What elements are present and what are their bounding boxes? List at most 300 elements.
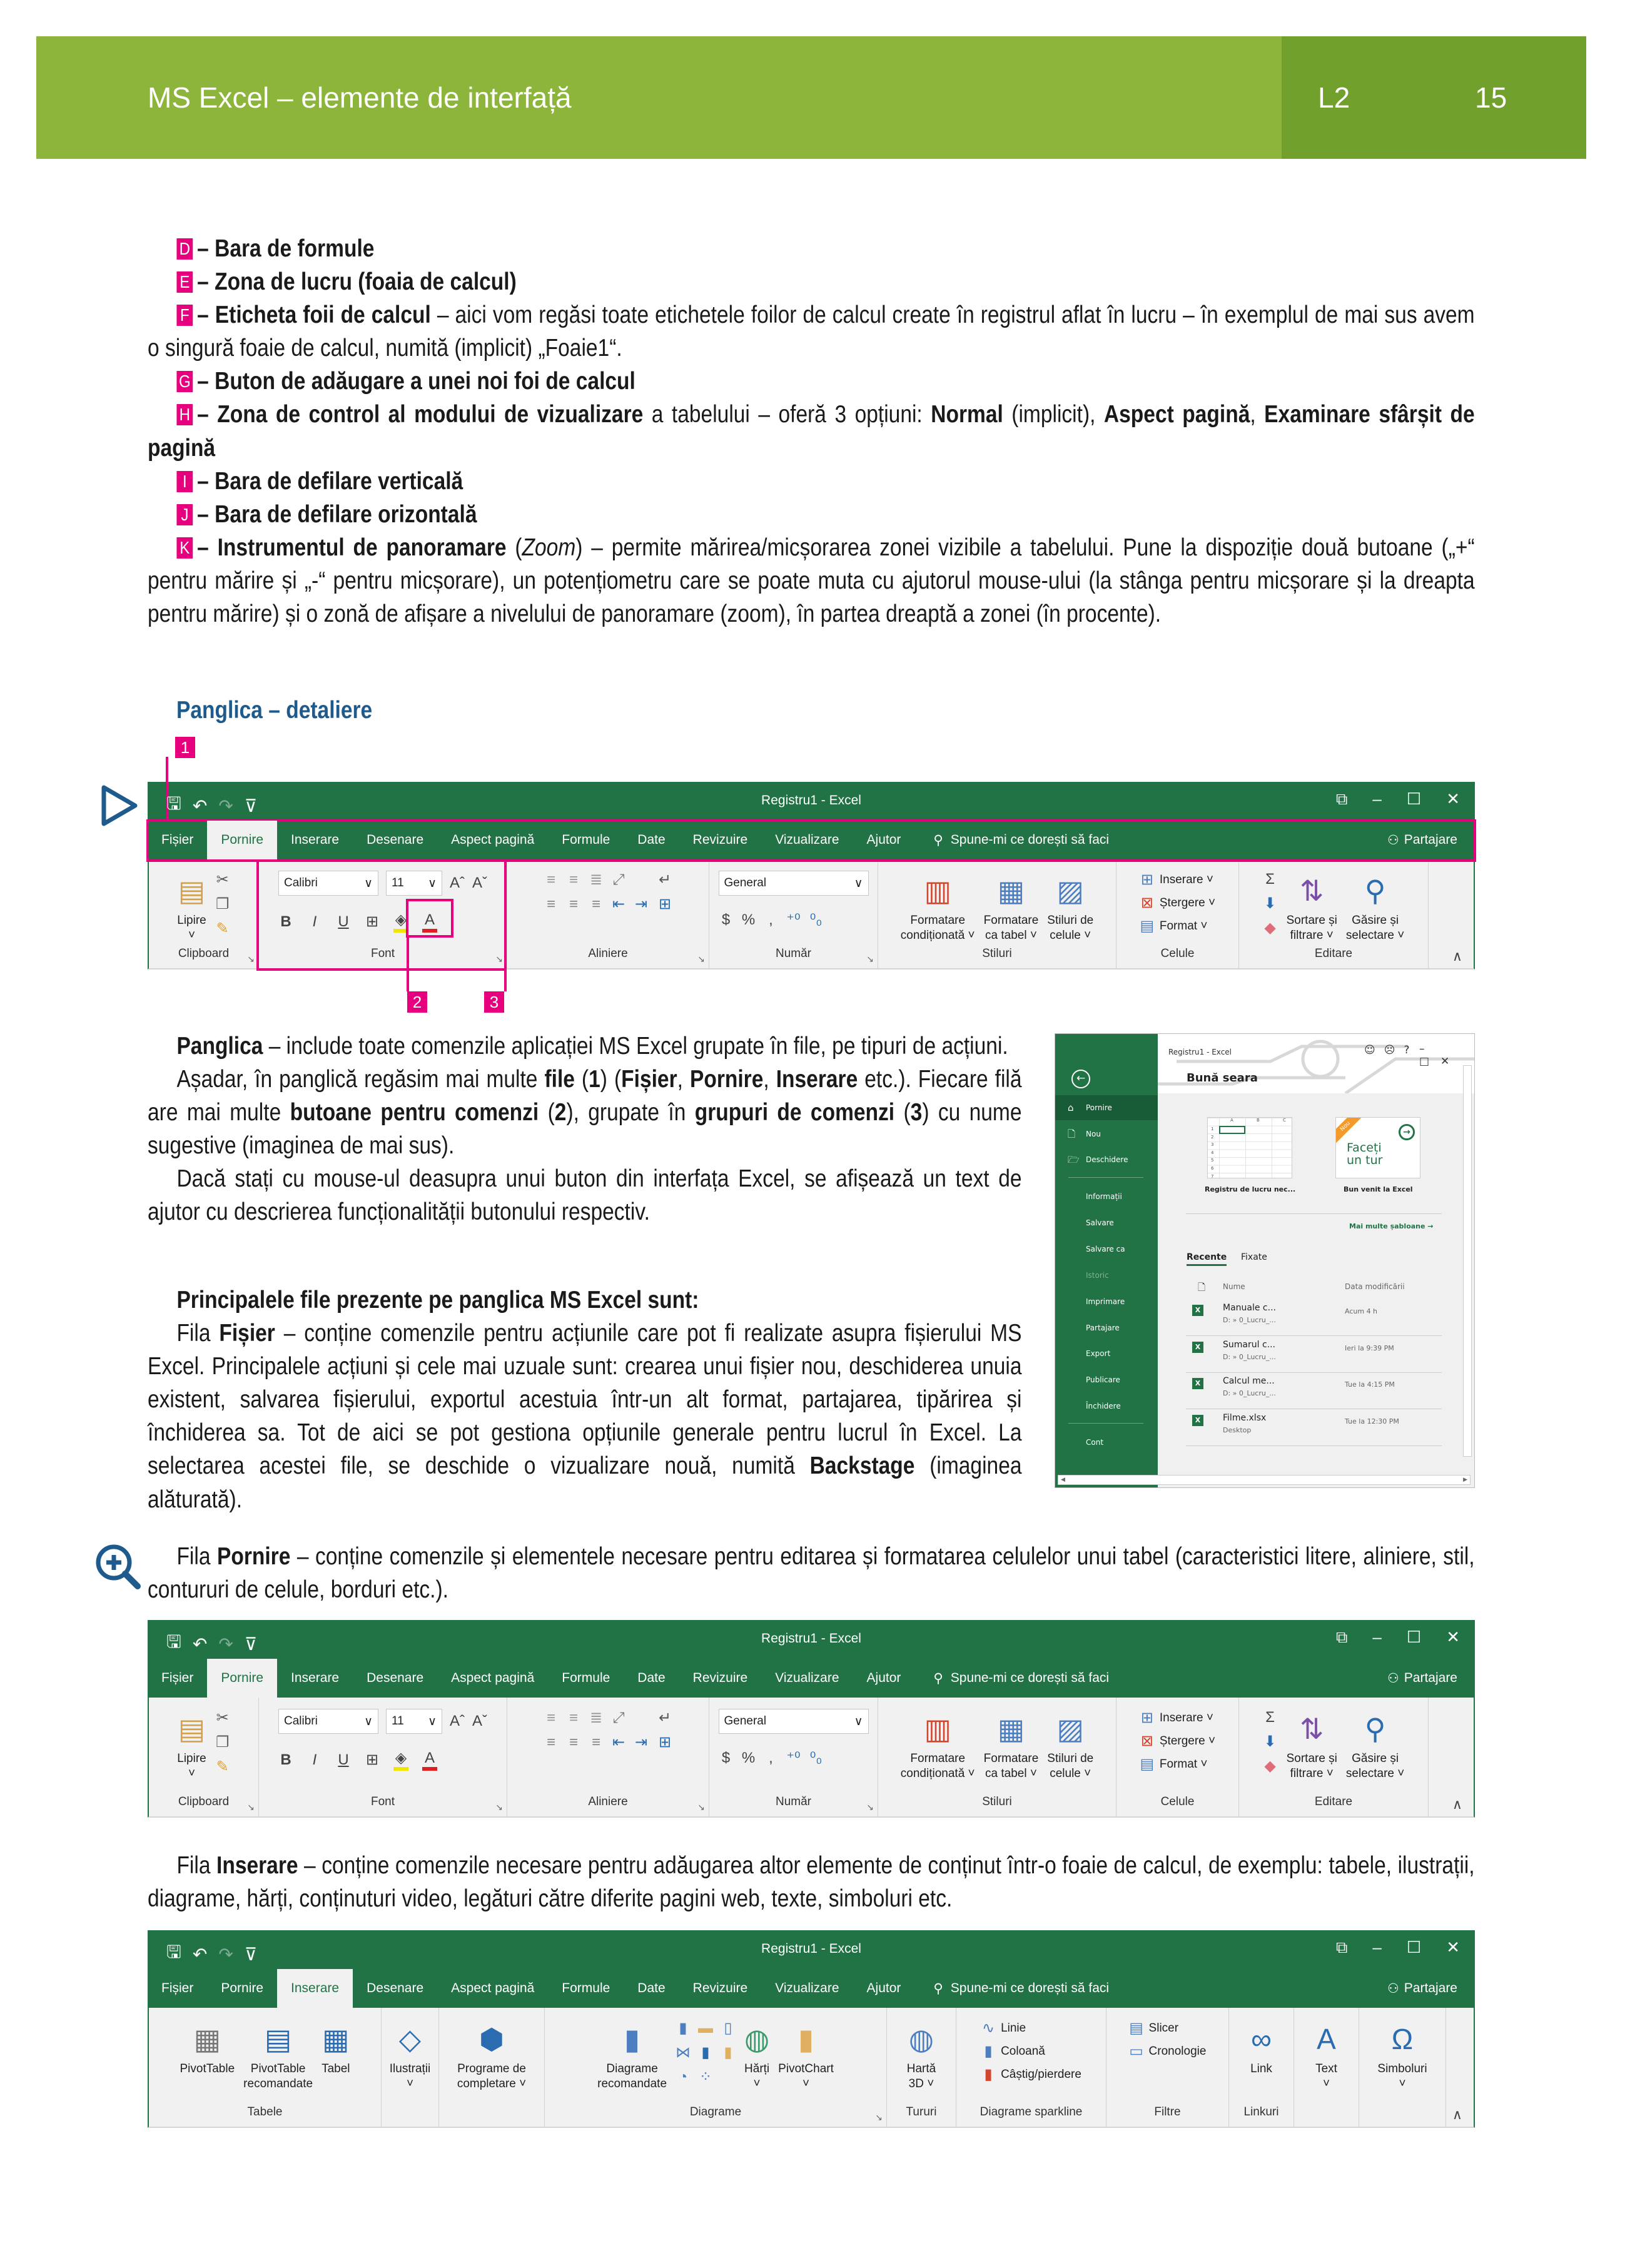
underline-icon[interactable]: U: [338, 913, 349, 930]
backstage-menu-item-informaii[interactable]: [1055, 1184, 1158, 1209]
number-format-select[interactable]: [719, 871, 869, 896]
paragraph: [148, 1849, 1475, 1915]
tab-formule[interactable]: Formule: [562, 1671, 610, 1685]
waterfall-chart-icon[interactable]: ▯: [724, 2020, 732, 2037]
tab-desenare[interactable]: Desenare: [367, 1981, 424, 1995]
align-bottom-icon[interactable]: ≣: [589, 1709, 603, 1726]
ribbon-button[interactable]: [1346, 871, 1404, 943]
icon-row: [657, 1709, 672, 1727]
symbol-icon: Ω: [1391, 2023, 1414, 2055]
save-icon[interactable]: 🖫: [166, 1942, 181, 1962]
sort-filter-icon: ⇅: [1299, 1713, 1324, 1745]
maps-icon: ◍: [744, 2023, 770, 2055]
cut-icon[interactable]: ✂: [216, 871, 229, 888]
tab-pornire[interactable]: Pornire: [221, 1981, 264, 1995]
text-run: Inserare: [776, 1066, 858, 1093]
format-painter-icon[interactable]: ✎: [216, 1758, 229, 1775]
icon-row: [215, 1709, 230, 1727]
line-chart-icon[interactable]: ⋈: [676, 2044, 691, 2061]
excel-file-icon: X: [1192, 1305, 1203, 1316]
ribbon-button[interactable]: [984, 871, 1039, 943]
ribbon-button[interactable]: [243, 2019, 313, 2092]
recent-file-row[interactable]: [1186, 1337, 1442, 1373]
tab-ajutor[interactable]: Ajutor: [866, 1671, 901, 1685]
ribbon-button[interactable]: [1140, 1732, 1215, 1750]
tab-fiier[interactable]: Fișier: [161, 1981, 194, 1995]
increase-indent-icon[interactable]: ⇥: [634, 896, 648, 913]
tab-formule[interactable]: Formule: [562, 1981, 610, 1995]
borders-icon[interactable]: ⊞: [365, 913, 379, 930]
tab-recent[interactable]: Recente: [1187, 1252, 1227, 1266]
button-label: PivotTable: [180, 2062, 235, 2075]
horizontal-scrollbar[interactable]: [1058, 1475, 1471, 1485]
delete-cells-icon: ⊠: [1140, 1733, 1153, 1749]
increase-decimal-icon[interactable]: ⁺⁰: [786, 911, 801, 928]
ribbon-button[interactable]: [981, 2042, 1081, 2060]
save-icon[interactable]: 🖫: [166, 1632, 181, 1651]
scatter-chart-icon[interactable]: ⁘: [699, 2068, 712, 2085]
button-label: Ștergere ˅: [1159, 896, 1216, 909]
back-icon[interactable]: ←: [1071, 1070, 1090, 1088]
italic-icon[interactable]: I: [312, 913, 317, 930]
align-top-icon[interactable]: ≡: [546, 871, 555, 888]
ribbon-button[interactable]: [1250, 2019, 1272, 2077]
decrease-font-icon[interactable]: Aˇ: [472, 1713, 487, 1729]
number-format-select[interactable]: [719, 1709, 869, 1734]
font-name-value: Calibri: [284, 876, 318, 889]
customize-toolbar-icon[interactable]: ⊽: [244, 796, 258, 816]
font-name-select[interactable]: [278, 1709, 378, 1734]
redo-icon[interactable]: ↷: [218, 796, 233, 816]
fill-color-icon[interactable]: ◈: [393, 1749, 408, 1771]
excel-file-icon: X: [1192, 1378, 1203, 1389]
ribbon-button[interactable]: [1140, 1709, 1215, 1727]
cut-icon[interactable]: ✂: [216, 1709, 229, 1726]
button-label: Inserare ˅: [1159, 1711, 1213, 1724]
decrease-decimal-icon[interactable]: ⁰₀: [809, 911, 823, 928]
undo-icon[interactable]: ↶: [192, 796, 208, 816]
tab-inserare[interactable]: Inserare: [291, 833, 340, 847]
legend-item: [148, 531, 1475, 630]
vertical-scrollbar[interactable]: [1463, 1065, 1472, 1457]
icon-row: [544, 895, 649, 913]
align-left-icon[interactable]: ≡: [546, 1733, 555, 1751]
redo-icon[interactable]: ↷: [218, 1634, 233, 1654]
backstage-menu-item-pornire[interactable]: [1055, 1095, 1158, 1120]
ribbon-button[interactable]: [907, 2019, 936, 2092]
chevron-down-icon: ∨: [364, 1714, 373, 1728]
tab-fiier[interactable]: Fișier: [161, 1671, 194, 1685]
align-right-icon[interactable]: ≡: [591, 1733, 600, 1751]
align-center-icon[interactable]: ≡: [569, 1733, 578, 1751]
autosum-icon[interactable]: Σ: [1265, 871, 1275, 888]
scroll-left-icon[interactable]: ◀: [1061, 1477, 1065, 1483]
icon-row: [215, 1733, 230, 1751]
ribbon-button[interactable]: [1140, 1755, 1215, 1773]
find-select-icon: ⚲: [1364, 874, 1386, 907]
backstage-menu-item-istoric[interactable]: [1055, 1263, 1158, 1288]
tell-me-search[interactable]: [914, 1659, 1109, 1698]
text-run: ), grupate în: [566, 1099, 695, 1126]
row-header: 5: [1211, 1158, 1214, 1163]
tab-desenare[interactable]: Desenare: [367, 833, 424, 847]
menu-label: Închidere: [1086, 1402, 1121, 1410]
ribbon-button[interactable]: [1287, 1709, 1337, 1781]
ribbon-button[interactable]: [901, 871, 975, 943]
timeline-icon: ▭: [1129, 2043, 1143, 2060]
button-label: Linie: [1001, 2021, 1026, 2035]
align-top-icon[interactable]: ≡: [546, 1709, 555, 1726]
page-header: [36, 36, 1586, 159]
tour-thumbnail[interactable]: [1335, 1117, 1420, 1178]
autosum-icon[interactable]: Σ: [1265, 1709, 1275, 1726]
button-label: Tabel: [321, 2062, 350, 2075]
dialog-launcher-icon[interactable]: ↘: [247, 1802, 255, 1812]
align-center-icon[interactable]: ≡: [569, 895, 578, 913]
merge-icon[interactable]: ⊞: [658, 896, 672, 913]
legend-item: [148, 265, 1475, 298]
ribbon-tabs: [148, 1659, 1475, 1698]
statistic-chart-icon[interactable]: ▮: [701, 2044, 710, 2061]
ribbon-button[interactable]: [981, 2019, 1081, 2037]
dialog-launcher-icon[interactable]: ↘: [875, 2112, 883, 2122]
column-chart-icon[interactable]: ▮: [679, 2020, 687, 2037]
tell-me-search[interactable]: [914, 1969, 1109, 2008]
tab-desenare[interactable]: Desenare: [367, 1671, 424, 1685]
text-run: (: [539, 1099, 555, 1126]
tab-aspectpagin[interactable]: Aspect pagină: [451, 1981, 535, 1995]
group-label: Clipboard ↘: [178, 947, 255, 964]
group-label: Celule: [1160, 947, 1195, 960]
orientation-icon[interactable]: ⤢: [612, 1709, 625, 1726]
sparkline-winloss-icon: ▮: [984, 2066, 993, 2083]
ribbon-display-icon[interactable]: ⧉: [1335, 1628, 1348, 1646]
tab-formule[interactable]: Formule: [562, 833, 610, 847]
blank-workbook-thumbnail[interactable]: [1207, 1117, 1292, 1178]
backstage-menu-item-salvareca[interactable]: [1055, 1237, 1158, 1262]
maximize-icon[interactable]: ☐: [1406, 1628, 1422, 1646]
template-caption[interactable]: Bun venit la Excel: [1344, 1185, 1413, 1193]
align-middle-icon[interactable]: ≡: [569, 1709, 578, 1726]
group-linkuri: [1229, 2008, 1294, 2127]
ribbon-button[interactable]: [1346, 1709, 1404, 1781]
group-unnamed: [1359, 2008, 1446, 2127]
group-label: Diagrame sparkline: [980, 2105, 1083, 2119]
number-controls: [719, 1709, 869, 1767]
row-header: 3: [1211, 1142, 1214, 1148]
percent-icon[interactable]: %: [741, 1749, 756, 1766]
chevron-down-icon: ∨: [854, 1714, 863, 1728]
group-content: [1106, 2008, 1228, 2105]
ribbon-display-icon[interactable]: ⧉: [1335, 1938, 1348, 1957]
paste-icon: ▤: [178, 1713, 206, 1745]
group-diagrame: [545, 2008, 887, 2127]
decrease-decimal-icon[interactable]: ⁰₀: [809, 1749, 823, 1766]
comma-icon[interactable]: ,: [769, 911, 773, 928]
fill-color-icon[interactable]: ◈: [393, 911, 408, 933]
conditional-format-icon: ▥: [924, 874, 951, 907]
italic-icon[interactable]: I: [312, 1751, 317, 1768]
copy-icon[interactable]: ❐: [215, 896, 230, 913]
sparkline-line-icon: ∿: [982, 2020, 995, 2037]
ribbon-button[interactable]: [1140, 894, 1215, 912]
undo-icon[interactable]: ↶: [192, 1944, 208, 1964]
close-icon[interactable]: ✕: [1446, 1628, 1460, 1646]
backstage-menu-item-partajare[interactable]: [1055, 1315, 1158, 1340]
share-button[interactable]: [1387, 1659, 1475, 1698]
customize-toolbar-icon[interactable]: ⊽: [244, 1634, 258, 1654]
customize-toolbar-icon[interactable]: ⊽: [244, 1944, 258, 1964]
bold-icon[interactable]: B: [280, 913, 291, 930]
align-middle-icon[interactable]: ≡: [569, 871, 578, 888]
pie-chart-icon[interactable]: ◔: [678, 2068, 688, 2085]
new-badge: Nou: [1335, 1117, 1364, 1145]
tab-aspectpagin[interactable]: Aspect pagină: [451, 1671, 535, 1685]
currency-icon[interactable]: $: [721, 1749, 731, 1766]
ribbon-button[interactable]: [1140, 917, 1215, 935]
scroll-right-icon[interactable]: ▶: [1463, 1477, 1467, 1483]
backstage-menu-item-imprimare[interactable]: [1055, 1289, 1158, 1314]
tab-vizualizare[interactable]: Vizualizare: [775, 833, 839, 847]
recent-file-row[interactable]: [1186, 1373, 1442, 1409]
clear-icon[interactable]: ◆: [1264, 919, 1276, 936]
group-content: [956, 2008, 1106, 2105]
maximize-icon[interactable]: ☐: [1406, 789, 1422, 808]
borders-icon[interactable]: ⊞: [365, 1751, 379, 1768]
column-name[interactable]: Nume: [1223, 1282, 1245, 1291]
group-content: [878, 1698, 1116, 1795]
tab-fiier[interactable]: Fișier: [161, 833, 194, 847]
increase-decimal-icon[interactable]: ⁺⁰: [786, 1749, 801, 1766]
text-run: – Zona de control al modului de vizualizare: [197, 401, 644, 428]
ribbon-button[interactable]: [981, 2065, 1081, 2083]
group-label: Stiluri: [982, 947, 1012, 960]
group-content: [507, 1698, 709, 1795]
zoom-in-icon: [93, 1541, 143, 1591]
tab-revizuire[interactable]: Revizuire: [692, 833, 748, 847]
combo-chart-icon[interactable]: ▮: [724, 2044, 732, 2061]
ribbon-button[interactable]: [177, 1709, 206, 1781]
hierarchy-chart-icon[interactable]: ▬: [698, 2019, 714, 2037]
align-bottom-icon[interactable]: ≣: [589, 871, 603, 888]
collapse-ribbon-icon[interactable]: ∧: [1452, 2107, 1462, 2122]
tell-me-search[interactable]: [914, 821, 1109, 859]
recent-file-row[interactable]: [1186, 1300, 1442, 1336]
minimize-icon[interactable]: –: [1372, 789, 1382, 808]
decrease-indent-icon[interactable]: ⇤: [612, 896, 625, 913]
bold-icon[interactable]: B: [280, 1751, 291, 1768]
backstage-menu-item-cont[interactable]: [1055, 1430, 1158, 1455]
menu-divider: [1068, 1177, 1143, 1178]
ribbon-display-icon[interactable]: ⧉: [1335, 789, 1348, 808]
window-controls: [1336, 789, 1460, 809]
tab-aspectpagin[interactable]: Aspect pagină: [451, 833, 535, 847]
ribbon-button[interactable]: [180, 2019, 235, 2077]
font-row: [278, 1709, 487, 1734]
ribbon-button[interactable]: [1047, 871, 1093, 943]
minimize-icon[interactable]: –: [1372, 1938, 1382, 1957]
ribbon-button[interactable]: [1315, 2019, 1337, 2092]
dialog-launcher-icon[interactable]: ↘: [247, 954, 255, 964]
currency-icon[interactable]: $: [721, 911, 731, 928]
file-date: Tue la 12:30 PM: [1345, 1417, 1399, 1425]
tab-inserare[interactable]: Inserare: [291, 1671, 340, 1685]
increase-indent-icon[interactable]: ⇥: [634, 1734, 648, 1751]
wrap-text-icon[interactable]: ↵: [658, 1709, 672, 1726]
ribbon-button[interactable]: [984, 1709, 1039, 1781]
ribbon-button[interactable]: [778, 2019, 834, 2092]
clear-icon[interactable]: ◆: [1264, 1758, 1276, 1774]
redo-icon[interactable]: ↷: [218, 1944, 233, 1964]
dialog-launcher-icon[interactable]: ↘: [697, 954, 705, 964]
row-header: 4: [1211, 1150, 1214, 1155]
text-run: 3: [910, 1099, 923, 1126]
decrease-indent-icon[interactable]: ⇤: [612, 1734, 625, 1751]
font-color-icon[interactable]: A: [422, 1749, 437, 1771]
fill-icon[interactable]: ⬇: [1263, 895, 1277, 912]
ribbon-button[interactable]: [1287, 871, 1337, 943]
font-color-icon[interactable]: A: [422, 911, 437, 933]
minimize-icon[interactable]: –: [1372, 1628, 1382, 1646]
tab-ajutor[interactable]: Ajutor: [866, 1981, 901, 1995]
ribbon-button[interactable]: [1377, 2019, 1427, 2092]
backstage-menu-item-nou[interactable]: [1055, 1121, 1158, 1147]
legend-item: [148, 398, 1475, 464]
dialog-launcher-icon[interactable]: ↘: [495, 954, 503, 964]
recent-file-row[interactable]: [1186, 1410, 1442, 1446]
button-label: Formatare ca tabel ˅: [983, 914, 1039, 942]
tab-revizuire[interactable]: Revizuire: [692, 1671, 748, 1685]
ribbon-button[interactable]: [1047, 1709, 1093, 1781]
icon-row: [544, 1709, 649, 1727]
icon-row: [657, 871, 672, 889]
decrease-font-icon[interactable]: Aˇ: [472, 874, 487, 891]
tab-vizualizare[interactable]: Vizualizare: [775, 1981, 839, 1995]
dialog-launcher-icon[interactable]: ↘: [866, 1802, 874, 1812]
orientation-icon[interactable]: ⤢: [612, 871, 625, 888]
backstage-menu-item-nchidere[interactable]: [1055, 1394, 1158, 1419]
more-templates-link[interactable]: Mai multe șabloane →: [1349, 1222, 1434, 1230]
icon-row: [676, 2043, 736, 2062]
column-date[interactable]: Data modificării: [1345, 1282, 1405, 1291]
tab-pinned[interactable]: Fixate: [1241, 1252, 1267, 1262]
merge-icon[interactable]: ⊞: [658, 1734, 672, 1751]
slicer-icon: ▤: [1129, 2020, 1143, 2037]
ribbon-button[interactable]: [1140, 871, 1215, 889]
addins-icon: ⬢: [478, 2023, 505, 2055]
collapse-ribbon-icon[interactable]: ∧: [1452, 948, 1462, 964]
tab-date[interactable]: Date: [637, 1981, 666, 1995]
close-icon[interactable]: ✕: [1446, 789, 1460, 808]
more-templates-label: Mai multe șabloane: [1349, 1222, 1425, 1230]
tab-revizuire[interactable]: Revizuire: [692, 1981, 748, 1995]
ribbon-button[interactable]: [1129, 2019, 1207, 2037]
save-icon[interactable]: 🖫: [166, 794, 181, 813]
share-button[interactable]: [1387, 1969, 1475, 2008]
dialog-launcher-icon[interactable]: ↘: [697, 1802, 705, 1812]
fill-icon[interactable]: ⬇: [1263, 1733, 1277, 1750]
group-stiluri: [878, 859, 1116, 968]
backstage-menu-item-publicare[interactable]: [1055, 1367, 1158, 1392]
menu-label: Salvare: [1086, 1218, 1114, 1227]
increase-font-icon[interactable]: Aˆ: [450, 874, 465, 891]
copy-icon[interactable]: ❐: [215, 1734, 230, 1751]
button-label: Hărți ˅: [744, 2062, 770, 2090]
text-run: Pornire: [689, 1066, 764, 1093]
align-left-icon[interactable]: ≡: [546, 895, 555, 913]
group-content: [887, 2008, 956, 2105]
icon-grid: [657, 1709, 672, 1751]
comma-icon[interactable]: ,: [769, 1749, 773, 1766]
tab-vizualizare[interactable]: Vizualizare: [775, 1671, 839, 1685]
share-button[interactable]: [1387, 821, 1475, 859]
recommended-charts-icon: ▮: [624, 2023, 640, 2055]
icon-row: [676, 2068, 736, 2086]
collapse-ribbon-icon[interactable]: ∧: [1452, 1796, 1462, 1812]
ribbon-button[interactable]: [177, 871, 206, 943]
ribbon-button[interactable]: [321, 2019, 350, 2077]
backstage-header: [1158, 1034, 1474, 1093]
text-run: – Eticheta foii de calcul: [197, 301, 431, 329]
callout-3: 3: [484, 991, 504, 1013]
backstage-menu-item-salvare[interactable]: [1055, 1210, 1158, 1235]
ribbon-button[interactable]: [597, 2019, 667, 2092]
tab-date[interactable]: Date: [637, 833, 666, 847]
close-icon[interactable]: ✕: [1446, 1938, 1460, 1957]
group-label: Tabele: [247, 2105, 283, 2119]
tab-pornire[interactable]: Pornire: [207, 1659, 277, 1698]
window-controls[interactable]: –□✕: [1419, 1043, 1461, 1068]
title-bar: [148, 1620, 1475, 1659]
font-size-select[interactable]: [386, 1709, 442, 1734]
backstage-menu-item-deschidere[interactable]: [1055, 1147, 1158, 1172]
align-right-icon[interactable]: ≡: [591, 895, 600, 913]
format-painter-icon[interactable]: ✎: [216, 920, 229, 937]
feedback-icons[interactable]: ☺☹?: [1364, 1044, 1419, 1056]
group-aliniere: [507, 1698, 709, 1816]
increase-font-icon[interactable]: Aˆ: [450, 1713, 465, 1729]
undo-icon[interactable]: ↶: [192, 1634, 208, 1654]
percent-icon[interactable]: %: [741, 911, 756, 928]
group-content: [149, 1698, 258, 1795]
font-controls: [278, 1709, 487, 1771]
group-content: [149, 2008, 381, 2105]
maximize-icon[interactable]: ☐: [1406, 1938, 1422, 1957]
ribbon-button[interactable]: [901, 1709, 975, 1781]
ribbon-button[interactable]: [744, 2019, 769, 2092]
tab-pornire[interactable]: Pornire: [207, 821, 277, 859]
number-format-value: General: [724, 876, 767, 889]
ribbon-body: [148, 1698, 1475, 1818]
dialog-launcher-icon[interactable]: ↘: [495, 1802, 503, 1812]
tab-date[interactable]: Date: [637, 1671, 666, 1685]
tab-ajutor[interactable]: Ajutor: [866, 833, 901, 847]
backstage-menu-item-export[interactable]: [1055, 1341, 1158, 1366]
dialog-launcher-icon[interactable]: ↘: [866, 954, 874, 964]
ribbon-button[interactable]: [390, 2019, 430, 2092]
template-caption[interactable]: Registru de lucru nec...: [1205, 1185, 1296, 1193]
ribbon-button[interactable]: [1129, 2042, 1207, 2060]
ribbon-button[interactable]: [457, 2019, 526, 2092]
button-label: Lipire ˅: [177, 914, 206, 942]
wrap-text-icon[interactable]: ↵: [658, 871, 672, 888]
button-label: Ilustrații ˅: [389, 2062, 431, 2090]
paragraph: [148, 1030, 1022, 1063]
text-run: Normal: [931, 401, 1003, 428]
underline-icon[interactable]: U: [338, 1751, 349, 1768]
share-label: Partajare: [1404, 833, 1457, 847]
tab-inserare[interactable]: Inserare: [277, 1969, 353, 2008]
